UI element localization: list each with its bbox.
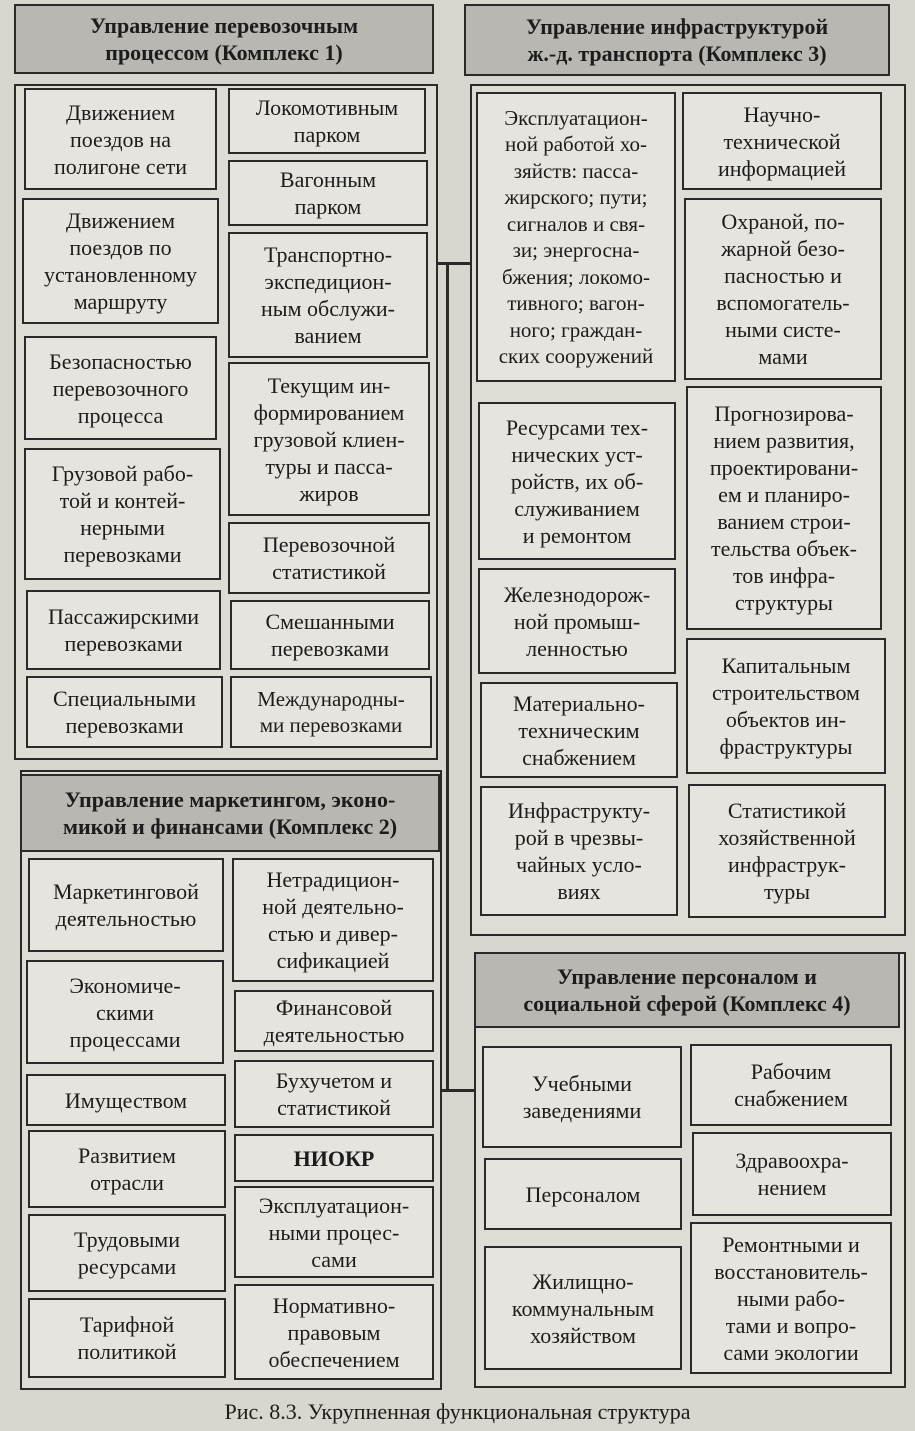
c4-right-box: Здравоохра- нением bbox=[692, 1132, 892, 1216]
connector-complex1 bbox=[432, 262, 474, 265]
c1-left-box: Грузовой рабо- той и контей- нерными перевозками bbox=[24, 448, 221, 580]
c2-right-box: Эксплуатацион- ными процес- сами bbox=[234, 1186, 434, 1278]
c3-right-box: Охраной, по- жарной безо- пасностью и вспомогатель- ными систе- мами bbox=[684, 198, 882, 380]
c2-right-box: Нетрадицион- ной деятельно- стью и дивер- сификацией bbox=[232, 858, 434, 982]
c3-right-box: Прогнозирова- нием развития, проектировани- ем и планиро- ванием строи- тельства объек- тов инфра- структуры bbox=[686, 386, 882, 630]
c2-left-box: Экономиче- скими процессами bbox=[26, 960, 224, 1064]
c2-left-box: Трудовыми ресурсами bbox=[28, 1214, 226, 1292]
c1-left-box: Движением поездов на полигоне сети bbox=[24, 88, 217, 190]
c2-right-box: Финансовой деятельностью bbox=[234, 990, 434, 1052]
c1-left-box: Движением поездов по установленному маршруту bbox=[22, 198, 219, 324]
c1-right-box: Смешанными перевозками bbox=[230, 600, 430, 670]
complex-4-header bbox=[474, 952, 900, 1028]
c4-left-box: Учебными заведениями bbox=[482, 1046, 682, 1148]
c3-left-box: Железнодорож- ной промыш- ленностью bbox=[478, 568, 676, 674]
c1-right-box: Перевозочной статистикой bbox=[228, 522, 430, 594]
c1-right-box: Международны- ми перевозками bbox=[230, 676, 432, 748]
c3-right-box: Капитальным строительством объектов ин- фраструктуры bbox=[686, 638, 886, 774]
c1-right-box: Вагонным парком bbox=[228, 160, 428, 226]
c2-right-box: Нормативно- правовым обеспечением bbox=[234, 1284, 434, 1380]
complex-2-title: Управление маркетингом, эконо- микой и финансами (Комплекс 2) bbox=[62, 787, 398, 839]
c4-left-box: Жилищно- коммунальным хозяйством bbox=[484, 1246, 682, 1370]
c3-right-box: Статистикой хозяйственной инфраструк- туры bbox=[688, 784, 886, 918]
c1-right-box: Транспортно- экспедицион- ным обслужи- ванием bbox=[228, 232, 428, 358]
c1-left-box: Пассажирскими перевозками bbox=[26, 590, 221, 670]
c2-left-box: Имуществом bbox=[26, 1074, 226, 1126]
c3-right-box: Научно- технической информацией bbox=[682, 92, 882, 190]
connector-trunk bbox=[446, 262, 449, 1092]
c1-right-box: Локомотивным парком bbox=[228, 88, 426, 154]
c2-left-box: Тарифной политикой bbox=[28, 1298, 226, 1378]
c3-left-box: Эксплуатацион- ной работой хо- зяйств: пасса- жирского; пути; сигналов и свя- зи; энергосна- бжения; локомо- тивного; вагон- ного; граждан- ских сооружений bbox=[476, 92, 676, 382]
c4-right-box: Рабочим снабжением bbox=[690, 1044, 892, 1126]
c1-left-box: Специальными перевозками bbox=[26, 676, 223, 748]
c1-right-box: Текущим ин- формированием грузовой клиен- туры и пасса- жиров bbox=[228, 362, 430, 516]
c4-right-box: Ремонтными и восстановитель- ными рабо- тами и вопро- сами экологии bbox=[690, 1222, 892, 1374]
c2-right-box: Бухучетом и статистикой bbox=[234, 1060, 434, 1128]
c2-right-box: НИОКР bbox=[234, 1134, 434, 1182]
c4-left-box: Персоналом bbox=[484, 1158, 682, 1230]
complex-1-title: Управление перевозочным процессом (Комплекс 1) bbox=[89, 13, 359, 65]
c3-left-box: Ресурсами тех- нических уст- ройств, их об- служиванием и ремонтом bbox=[478, 402, 676, 560]
complex-3-title: Управление инфраструктурой ж.-д. транспорта (Комплекс 3) bbox=[525, 14, 829, 66]
complex-2-header bbox=[20, 774, 440, 852]
complex-4-title: Управление персоналом и социальной сферой (Комплекс 4) bbox=[523, 964, 851, 1016]
complex-1-header bbox=[14, 4, 434, 74]
c3-left-box: Материально- техническим снабжением bbox=[480, 682, 678, 778]
c1-left-box: Безопасностью перевозочного процесса bbox=[24, 336, 217, 440]
figure-caption: Рис. 8.3. Укрупненная функциональная структура bbox=[224, 1399, 691, 1424]
c3-left-box: Инфраструкту- рой в чрезвы- чайных усло- виях bbox=[480, 786, 678, 916]
complex-3-header bbox=[464, 4, 890, 76]
c2-left-box: Маркетинговой деятельностью bbox=[28, 858, 224, 952]
c2-left-box: Развитием отрасли bbox=[28, 1130, 226, 1208]
connector-complex2 bbox=[440, 1089, 474, 1092]
